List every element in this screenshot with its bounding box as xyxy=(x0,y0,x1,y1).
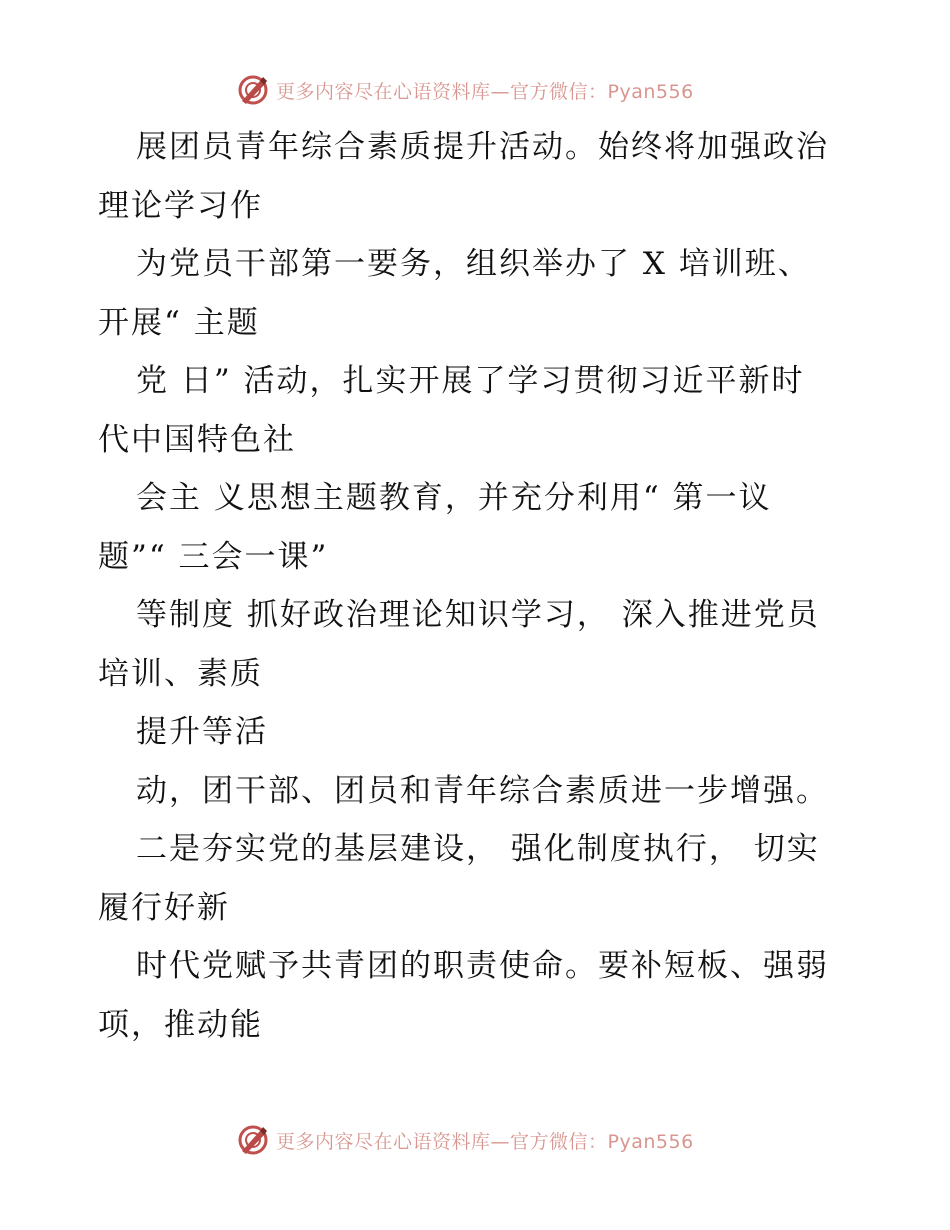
text-line: 培训、素质 xyxy=(98,655,263,692)
text-line: 为党员干部第一要务，组织举办了 X 培训班、 xyxy=(136,246,811,282)
text-line: 动，团干部、团员和青年综合素质进一步增强。 xyxy=(136,772,829,809)
text-line: 党 日” 活动，扎实开展了学习贯彻习近平新时 xyxy=(136,363,805,399)
footer-watermark xyxy=(236,1122,694,1158)
header-watermark xyxy=(236,72,694,108)
text-line: 等制度 抓好政治理论知识学习， 深入推进党员 xyxy=(136,597,820,633)
pen-logo-icon xyxy=(236,73,270,107)
text-line: 代中国特色社 xyxy=(98,421,296,458)
text-line: 二是夯实党的基层建设， 强化制度执行， 切实 xyxy=(136,831,820,867)
text-line: 会主 义思想主题教育，并充分利用“ 第一议 xyxy=(136,480,772,516)
text-line: 提升等活 xyxy=(136,714,268,750)
text-line: 项，推动能 xyxy=(98,1006,263,1043)
document-body xyxy=(98,118,858,1054)
text-line: 理论学习作 xyxy=(98,187,263,224)
text-line: 题”“ 三会一课” xyxy=(98,538,329,575)
text-line: 履行好新 xyxy=(98,889,230,926)
text-line: 开展“ 主题 xyxy=(98,304,260,341)
watermark-text: 更多内容尽在心语资料库—官方微信：Pyan556 xyxy=(276,80,694,103)
watermark-text: 更多内容尽在心语资料库—官方微信：Pyan556 xyxy=(276,1130,694,1153)
text-line: 展团员青年综合素质提升活动。始终将加强政治 xyxy=(136,129,829,165)
pen-logo-icon xyxy=(236,1123,270,1157)
text-line: 时代党赋予共青团的职责使命。要补短板、强弱 xyxy=(136,948,829,984)
